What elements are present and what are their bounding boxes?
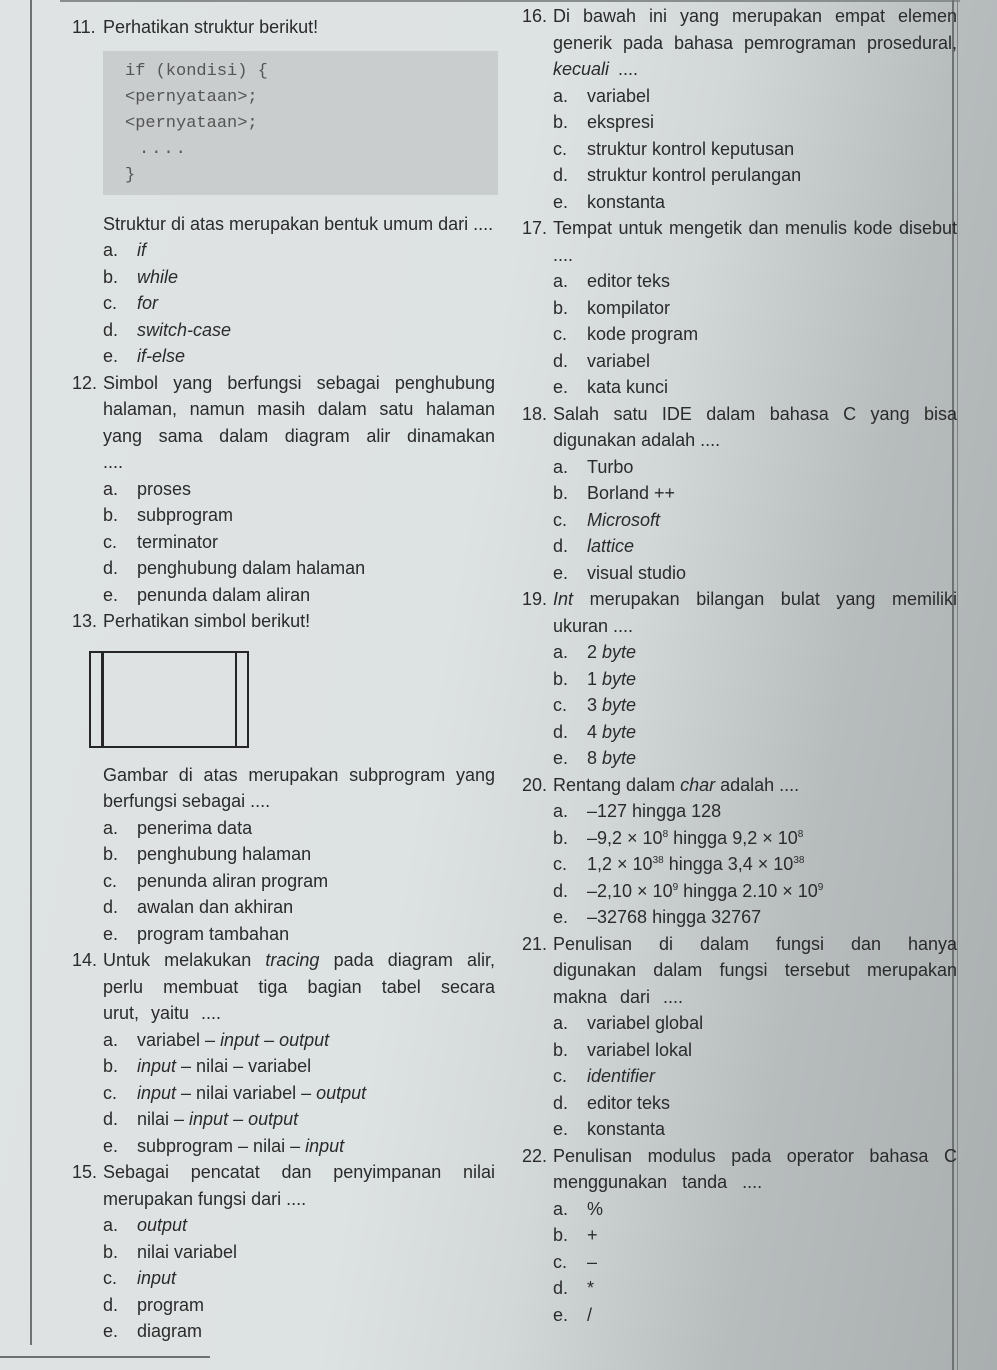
option-letter: c. — [103, 531, 118, 552]
option-number: 8 — [587, 748, 598, 768]
option-a[interactable] — [553, 454, 957, 481]
question-18 — [522, 401, 957, 587]
option-letter: a. — [553, 642, 569, 662]
question-15 — [72, 1159, 495, 1345]
option-letter: a. — [553, 456, 569, 477]
question-number: 18. — [522, 403, 548, 424]
option-text: variabel — [587, 85, 651, 106]
option-e[interactable] — [553, 1116, 957, 1143]
stem-text: merupakan bilangan bulat yang memiliki ukuran .... — [553, 589, 957, 636]
option-letter: d. — [103, 558, 119, 578]
option-letter: b. — [553, 1225, 569, 1245]
option-c[interactable] — [103, 1080, 495, 1107]
option-a[interactable] — [103, 476, 495, 503]
page-border-right-inner — [957, 0, 958, 1370]
options-list — [103, 476, 495, 609]
option-a[interactable] — [103, 237, 495, 264]
code-line: if (kondisi) { — [125, 61, 268, 81]
option-letter: a. — [553, 85, 569, 106]
range-mantissa: hingga 3,4 × 10 — [663, 854, 794, 874]
option-text: + — [587, 1225, 598, 1245]
option-text: penunda aliran program — [137, 870, 329, 891]
option-letter: e. — [553, 1119, 569, 1139]
option-letter: a. — [103, 1029, 119, 1050]
stem-text: .... — [609, 59, 639, 79]
option-b[interactable] — [553, 480, 957, 507]
option-text: penerima data — [137, 817, 253, 838]
option-letter: e. — [553, 377, 569, 397]
options-list — [553, 1196, 957, 1329]
option-text-italic: input — [137, 1056, 177, 1076]
question-stem: Sebagai pencatat dan penyimpanan nilai merupakan fungsi dari .... — [103, 1162, 495, 1209]
option-text-part: variabel – — [137, 1029, 221, 1050]
option-b[interactable] — [553, 109, 957, 136]
option-text: penunda dalam aliran — [137, 584, 311, 605]
option-letter: e. — [553, 562, 569, 583]
option-number: 3 — [587, 695, 598, 715]
option-letter: c. — [553, 509, 568, 530]
stem-text: Di bawah ini yang merupakan empat elemen generik pada bahasa pemrograman prosedural, — [553, 6, 957, 53]
question-number: 20. — [522, 774, 548, 795]
question-number: 13. — [72, 611, 98, 631]
option-letter: b. — [553, 297, 569, 318]
option-letter: d. — [103, 1109, 119, 1129]
option-d[interactable] — [553, 533, 957, 560]
option-c[interactable] — [553, 851, 957, 878]
option-text-part: – nilai – variabel — [176, 1056, 312, 1076]
option-text: subprogram — [137, 505, 234, 525]
option-text: % — [587, 1198, 604, 1219]
option-letter: e. — [103, 1321, 119, 1341]
option-letter: a. — [553, 801, 569, 821]
question-21 — [522, 931, 957, 1143]
option-letter: e. — [553, 907, 569, 927]
options-list — [553, 83, 957, 216]
range-exponent: 8 — [797, 828, 804, 840]
range-mantissa: hingga 2.10 × 10 — [678, 880, 818, 901]
page-border-bottom — [0, 1356, 210, 1358]
option-text: variabel lokal — [587, 1039, 693, 1060]
option-text: –32768 hingga 32767 — [587, 907, 762, 927]
option-c[interactable] — [553, 692, 957, 719]
range-mantissa: –2,10 × 10 — [587, 880, 673, 901]
option-d[interactable] — [553, 348, 957, 375]
range-exponent: 8 — [662, 828, 669, 840]
question-number: 12. — [72, 372, 98, 393]
question-stem: Penulisan modulus pada operator bahasa C menggunakan tanda .... — [553, 1145, 957, 1192]
option-c[interactable] — [553, 1063, 957, 1090]
option-letter: c. — [103, 293, 118, 313]
option-b[interactable] — [553, 1222, 957, 1249]
option-letter: b. — [103, 1241, 119, 1262]
option-text — [137, 1133, 344, 1160]
options-list — [553, 1010, 957, 1143]
option-e[interactable] — [553, 560, 957, 587]
option-letter: a. — [103, 817, 119, 838]
right-column — [522, 3, 957, 1328]
option-letter: c. — [553, 1066, 568, 1086]
option-e[interactable] — [103, 921, 495, 948]
options-list — [103, 1212, 495, 1345]
option-unit: byte — [602, 695, 637, 715]
option-letter: a. — [553, 1013, 569, 1033]
option-letter: d. — [103, 897, 119, 917]
option-text: konstanta — [587, 191, 666, 212]
option-d[interactable] — [553, 719, 957, 746]
question-22 — [522, 1143, 957, 1329]
option-a[interactable] — [553, 639, 957, 666]
question-stem — [103, 947, 495, 1027]
code-line: <pernyataan>; — [125, 113, 258, 133]
page-border-top — [60, 0, 960, 2]
option-letter: a. — [553, 271, 569, 291]
option-text: ekspresi — [587, 112, 655, 132]
symbol-left-bar — [101, 653, 104, 746]
option-letter: c. — [553, 138, 568, 159]
range-exponent: 9 — [672, 881, 679, 893]
option-text: / — [587, 1304, 593, 1325]
option-letter: b. — [553, 112, 569, 132]
option-text — [137, 1053, 311, 1080]
option-c[interactable] — [103, 1265, 495, 1292]
option-letter: e. — [103, 1135, 119, 1156]
options-list — [553, 798, 957, 931]
option-letter: e. — [553, 748, 569, 768]
option-b[interactable] — [103, 502, 495, 529]
question-number: 15. — [72, 1162, 98, 1182]
option-text: Borland ++ — [587, 483, 676, 503]
question-number: 11. — [72, 17, 96, 37]
option-letter: e. — [553, 191, 569, 212]
option-e[interactable] — [553, 1302, 957, 1329]
option-c[interactable] — [553, 507, 957, 534]
stem-text: adalah .... — [715, 774, 800, 795]
question-14 — [72, 947, 495, 1159]
option-letter: a. — [553, 1198, 569, 1219]
option-text: * — [587, 1278, 595, 1298]
option-unit: byte — [602, 748, 637, 768]
option-letter: b. — [553, 827, 569, 848]
option-a[interactable] — [553, 268, 957, 295]
question-number: 17. — [522, 218, 548, 238]
option-text: for — [137, 293, 159, 313]
option-text: kompilator — [587, 297, 671, 318]
option-letter: c. — [103, 870, 118, 891]
stem-text: Rentang dalam — [553, 774, 681, 795]
option-text — [587, 878, 823, 905]
option-b[interactable] — [553, 295, 957, 322]
option-e[interactable] — [553, 904, 957, 931]
option-text — [587, 851, 804, 878]
question-stem: Salah satu IDE dalam bahasa C yang bisa digunakan adalah .... — [553, 403, 957, 450]
option-text: penghubung dalam halaman — [137, 558, 366, 578]
option-text-part: subprogram – nilai – — [137, 1135, 306, 1156]
option-e[interactable] — [553, 374, 957, 401]
option-letter: e. — [103, 923, 119, 944]
code-line: .... — [139, 139, 188, 159]
range-mantissa: 1,2 × 10 — [587, 854, 653, 874]
stem-text: Untuk melakukan — [103, 950, 266, 970]
option-text: lattice — [587, 536, 635, 556]
option-number: 4 — [587, 721, 598, 742]
option-text — [137, 1027, 329, 1054]
question-11 — [72, 14, 495, 370]
stem-italic-term: tracing — [265, 950, 320, 970]
option-a[interactable] — [553, 1196, 957, 1223]
question-stem-continued: Struktur di atas merupakan bentuk umum dari .... — [103, 213, 494, 234]
option-letter: c. — [553, 695, 568, 715]
option-text: diagram — [137, 1321, 203, 1341]
option-letter: c. — [553, 324, 568, 344]
option-text: identifier — [587, 1066, 656, 1086]
option-unit: byte — [602, 642, 637, 662]
options-list — [103, 815, 495, 948]
option-text: variabel global — [587, 1013, 704, 1033]
code-block — [103, 51, 498, 195]
option-letter: b. — [103, 1056, 119, 1076]
option-e[interactable] — [103, 1133, 495, 1160]
option-d[interactable] — [103, 317, 495, 344]
option-text: visual studio — [587, 562, 687, 583]
option-text — [137, 1080, 366, 1107]
option-text: proses — [137, 478, 192, 499]
range-mantissa: hingga 9,2 × 10 — [668, 827, 798, 848]
question-stem: Tempat untuk mengetik dan menulis kode disebut .... — [553, 218, 957, 265]
symbol-right-bar — [235, 653, 238, 746]
option-b[interactable] — [553, 1037, 957, 1064]
option-text — [137, 1106, 298, 1133]
option-letter: d. — [553, 350, 569, 371]
option-text: editor teks — [587, 1092, 671, 1113]
option-c[interactable] — [103, 529, 495, 556]
option-text: input — [137, 1268, 177, 1288]
option-letter: d. — [553, 721, 569, 742]
option-text: kata kunci — [587, 377, 669, 397]
option-e[interactable] — [103, 343, 495, 370]
option-b[interactable] — [553, 825, 957, 852]
option-letter: e. — [553, 1304, 569, 1325]
question-stem — [553, 586, 957, 639]
option-text: editor teks — [587, 271, 671, 291]
question-number: 14. — [72, 950, 98, 970]
options-list — [553, 639, 957, 772]
option-d[interactable] — [103, 894, 495, 921]
question-16 — [522, 3, 957, 215]
question-12 — [72, 370, 495, 609]
option-letter: d. — [553, 165, 569, 185]
options-list — [553, 454, 957, 587]
options-list — [103, 1027, 495, 1160]
option-text: Microsoft — [587, 509, 661, 530]
option-d[interactable] — [103, 1292, 495, 1319]
option-text: output — [137, 1215, 188, 1235]
option-letter: e. — [103, 584, 119, 605]
question-stem — [553, 772, 957, 799]
options-list — [103, 237, 495, 370]
option-text-part: nilai – — [137, 1109, 190, 1129]
question-stem: Perhatikan struktur berikut! — [103, 17, 319, 37]
option-d[interactable] — [553, 878, 957, 905]
option-unit: byte — [602, 721, 637, 742]
option-letter: a. — [103, 240, 119, 260]
option-a[interactable] — [103, 1027, 495, 1054]
option-d[interactable] — [103, 1106, 495, 1133]
stem-italic-term: Int — [553, 589, 574, 609]
option-d[interactable] — [553, 1090, 957, 1117]
option-text-part: – nilai variabel – — [176, 1082, 317, 1103]
option-text-italic: input — [137, 1082, 177, 1103]
option-b[interactable] — [103, 841, 495, 868]
option-text: program tambahan — [137, 923, 290, 944]
stem-italic-term: kecuali — [553, 59, 610, 79]
option-e[interactable] — [553, 189, 957, 216]
option-b[interactable] — [103, 1239, 495, 1266]
option-a[interactable] — [553, 798, 957, 825]
option-text: terminator — [137, 531, 219, 552]
option-letter: d. — [553, 880, 569, 901]
question-19 — [522, 586, 957, 772]
option-text: struktur kontrol keputusan — [587, 138, 795, 159]
option-b[interactable] — [103, 264, 495, 291]
option-text: kode program — [587, 324, 699, 344]
range-exponent: 38 — [652, 855, 664, 866]
option-letter: d. — [553, 1278, 569, 1298]
option-c[interactable] — [553, 321, 957, 348]
option-letter: c. — [553, 1251, 568, 1272]
option-letter: b. — [103, 505, 119, 525]
question-number: 21. — [522, 933, 548, 954]
option-letter: b. — [103, 266, 119, 287]
option-c[interactable] — [553, 1249, 957, 1276]
option-text: konstanta — [587, 1119, 666, 1139]
option-d[interactable] — [553, 1275, 957, 1302]
stem-text: pada diagram alir, perlu membuat tiga bagian tabel secara urut, yaitu .... — [103, 950, 495, 1023]
option-letter: c. — [103, 1268, 118, 1288]
code-line: } — [125, 165, 136, 185]
option-text: awalan dan akhiran — [137, 897, 294, 917]
option-b[interactable] — [103, 1053, 495, 1080]
option-text: if — [137, 240, 146, 260]
option-c[interactable] — [103, 290, 495, 317]
question-number: 22. — [522, 1145, 548, 1166]
option-e[interactable] — [103, 1318, 495, 1345]
option-b[interactable] — [553, 666, 957, 693]
option-c[interactable] — [553, 136, 957, 163]
option-letter: a. — [103, 478, 119, 499]
option-text: penghubung halaman — [137, 844, 312, 864]
option-letter: c. — [553, 854, 568, 874]
question-stem — [553, 3, 957, 83]
predefined-process-symbol-icon — [89, 651, 249, 748]
option-text: Turbo — [587, 456, 634, 477]
question-number: 19. — [522, 589, 548, 609]
option-text-italic: input – output — [220, 1029, 330, 1050]
option-text — [587, 825, 803, 852]
option-text: struktur kontrol perulangan — [587, 165, 802, 185]
option-letter: b. — [553, 483, 569, 503]
option-text: while — [137, 266, 179, 287]
option-number: 1 — [587, 668, 598, 689]
question-stem: Simbol yang berfungsi sebagai penghubung halaman, namun masih dalam satu halaman yang sama dalam diagram alir dinamakan .... — [103, 372, 495, 472]
option-text: nilai variabel — [137, 1241, 238, 1262]
options-list — [553, 268, 957, 401]
question-stem: Penulisan di dalam fungsi dan hanya digunakan dalam fungsi tersebut merupakan makna dari .... — [553, 933, 957, 1007]
question-stem-continued: Gambar di atas merupakan subprogram yang berfungsi sebagai .... — [103, 764, 495, 811]
option-text: program — [137, 1294, 205, 1315]
option-c[interactable] — [103, 868, 495, 895]
page-border-left — [30, 0, 32, 1345]
option-letter: c. — [103, 1082, 118, 1103]
range-exponent: 9 — [817, 881, 824, 893]
option-a[interactable] — [103, 815, 495, 842]
option-number: 2 — [587, 642, 598, 662]
option-text-italic: input — [305, 1135, 345, 1156]
question-20 — [522, 772, 957, 931]
range-mantissa: –9,2 × 10 — [587, 827, 663, 848]
option-letter: b. — [553, 668, 569, 689]
option-text: switch-case — [137, 319, 232, 340]
question-number: 16. — [522, 6, 548, 26]
option-letter: e. — [103, 346, 119, 366]
option-letter: b. — [553, 1039, 569, 1060]
question-13 — [72, 608, 495, 947]
range-exponent: 38 — [793, 855, 805, 866]
option-letter: d. — [103, 319, 119, 340]
option-letter: d. — [553, 1092, 569, 1113]
option-d[interactable] — [103, 555, 495, 582]
code-line: <pernyataan>; — [125, 87, 258, 107]
option-e[interactable] — [553, 745, 957, 772]
option-a[interactable] — [103, 1212, 495, 1239]
option-letter: d. — [103, 1294, 119, 1315]
option-text-italic: output — [316, 1082, 367, 1103]
option-unit: byte — [602, 668, 637, 689]
option-text: – — [587, 1251, 598, 1272]
question-stem: Perhatikan simbol berikut! — [103, 611, 311, 631]
option-letter: d. — [553, 536, 569, 556]
option-e[interactable] — [103, 582, 495, 609]
left-column — [72, 14, 495, 1345]
option-letter: a. — [103, 1215, 119, 1235]
option-text: –127 hingga 128 — [587, 801, 722, 821]
option-letter: b. — [103, 844, 119, 864]
option-text: if-else — [137, 346, 186, 366]
option-d[interactable] — [553, 162, 957, 189]
option-text: variabel — [587, 350, 651, 371]
option-a[interactable] — [553, 1010, 957, 1037]
stem-italic-term: char — [680, 774, 716, 795]
option-a[interactable] — [553, 83, 957, 110]
question-17 — [522, 215, 957, 401]
option-text-italic: input – output — [189, 1109, 299, 1129]
